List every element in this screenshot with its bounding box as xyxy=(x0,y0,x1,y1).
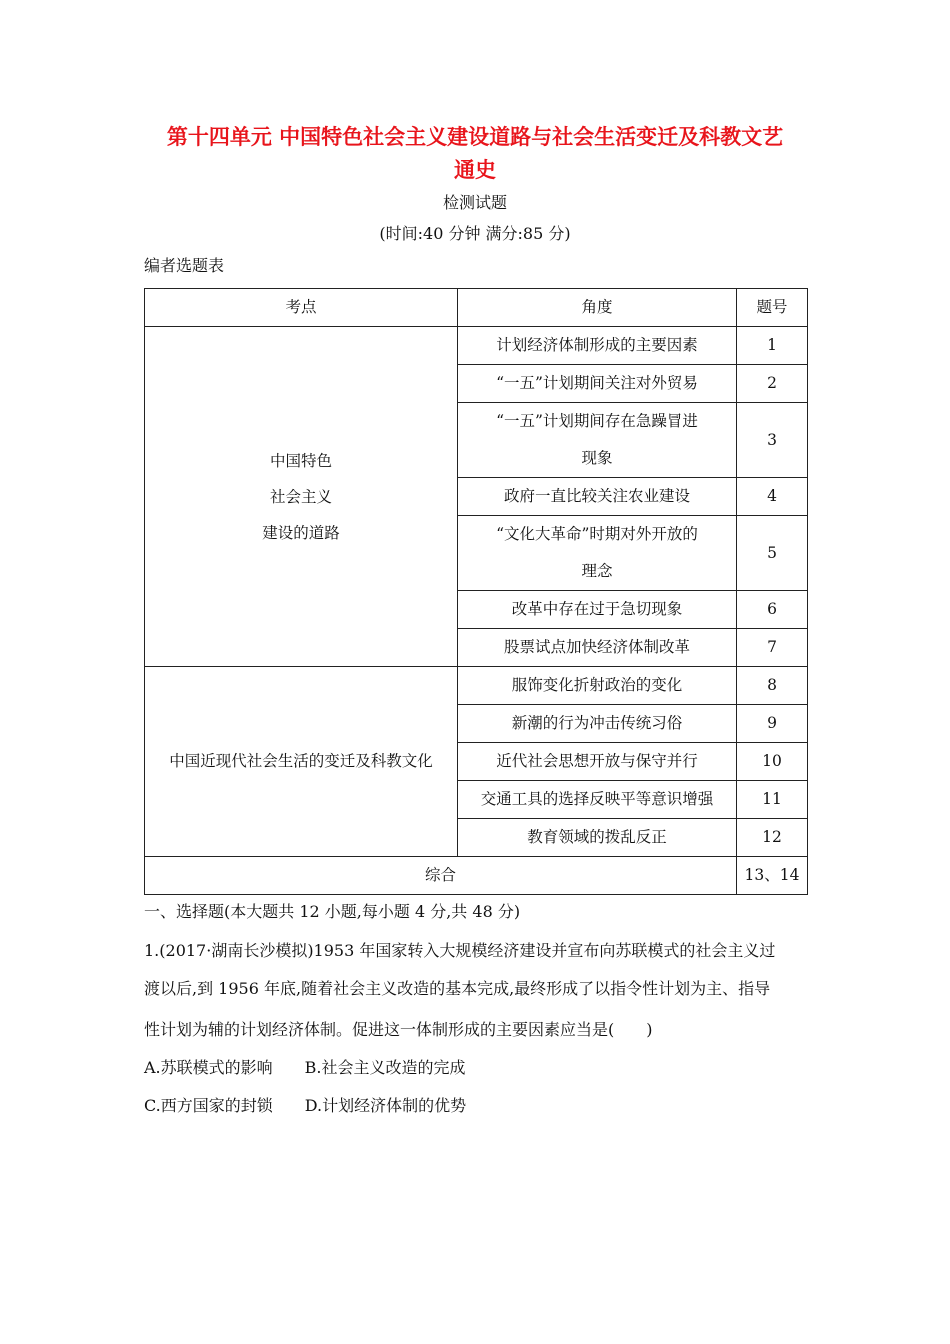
number-cell: 9 xyxy=(737,705,808,743)
header-topic: 考点 xyxy=(145,289,458,327)
time-info: (时间:40 分钟 满分:85 分) xyxy=(379,224,571,243)
angle-line: 理念 xyxy=(581,562,613,580)
header-angle: 角度 xyxy=(458,289,737,327)
table-summary-row xyxy=(145,857,808,895)
header-number: 题号 xyxy=(737,289,808,327)
number-cell: 10 xyxy=(737,743,808,781)
section-heading: 一、选择题(本大题共 12 小题,每小题 4 分,共 48 分) xyxy=(144,902,521,921)
page-title xyxy=(130,120,820,186)
angle-cell: 新潮的行为冲击传统习俗 xyxy=(458,705,737,743)
topic-cell-1 xyxy=(145,327,458,667)
number-cell: 8 xyxy=(737,667,808,705)
table-row xyxy=(145,667,808,705)
table-row xyxy=(145,327,808,365)
summary-label: 综合 xyxy=(145,857,737,895)
number-cell: 6 xyxy=(737,591,808,629)
number-cell: 3 xyxy=(737,403,808,478)
summary-number: 13、14 xyxy=(737,857,808,895)
selection-table xyxy=(144,288,808,895)
table-caption: 编者选题表 xyxy=(144,256,225,275)
angle-cell: 股票试点加快经济体制改革 xyxy=(458,629,737,667)
angle-cell: 改革中存在过于急切现象 xyxy=(458,591,737,629)
topic-line: 社会主义 xyxy=(269,487,332,506)
question-1-options-cd: C.西方国家的封锁 D.计划经济体制的优势 xyxy=(144,1096,467,1115)
angle-cell xyxy=(458,516,737,591)
subtitle: 检测试题 xyxy=(442,193,507,212)
angle-cell: 教育领域的拨乱反正 xyxy=(458,819,737,857)
question-1-line-1: 1.(2017·湖南长沙模拟)1953 年国家转入大规模经济建设并宣布向苏联模式的社会主义过 xyxy=(144,941,776,960)
angle-cell: 服饰变化折射政治的变化 xyxy=(458,667,737,705)
angle-line: “文化大革命”时期对外开放的 xyxy=(496,525,698,543)
question-1-line-2: 渡以后,到 1956 年底,随着社会主义改造的基本完成,最终形成了以指令性计划为主、指导 xyxy=(144,979,771,998)
question-1-line-3: 性计划为辅的计划经济体制。促进这一体制形成的主要因素应当是( ) xyxy=(144,1020,653,1039)
number-cell: 4 xyxy=(737,478,808,516)
number-cell: 7 xyxy=(737,629,808,667)
topic-line: 中国特色 xyxy=(269,451,332,470)
angle-line: “一五”计划期间存在急躁冒进 xyxy=(496,412,698,430)
number-cell: 5 xyxy=(737,516,808,591)
question-1-options-ab: A.苏联模式的影响 B.社会主义改造的完成 xyxy=(144,1058,466,1077)
number-cell: 2 xyxy=(737,365,808,403)
topic-cell-2: 中国近现代社会生活的变迁及科教文化 xyxy=(145,667,458,857)
angle-cell: 近代社会思想开放与保守并行 xyxy=(458,743,737,781)
topic-line: 建设的道路 xyxy=(262,523,340,542)
angle-cell: 政府一直比较关注农业建设 xyxy=(458,478,737,516)
table-header-row xyxy=(145,289,808,327)
title-line-1: 第十四单元 中国特色社会主义建设道路与社会生活变迁及科教文艺 xyxy=(166,124,784,149)
angle-cell: “一五”计划期间关注对外贸易 xyxy=(458,365,737,403)
angle-cell xyxy=(458,403,737,478)
number-cell: 1 xyxy=(737,327,808,365)
angle-cell: 交通工具的选择反映平等意识增强 xyxy=(458,781,737,819)
angle-line: 现象 xyxy=(581,449,613,467)
number-cell: 11 xyxy=(737,781,808,819)
title-line-2: 通史 xyxy=(454,157,496,182)
number-cell: 12 xyxy=(737,819,808,857)
angle-cell: 计划经济体制形成的主要因素 xyxy=(458,327,737,365)
